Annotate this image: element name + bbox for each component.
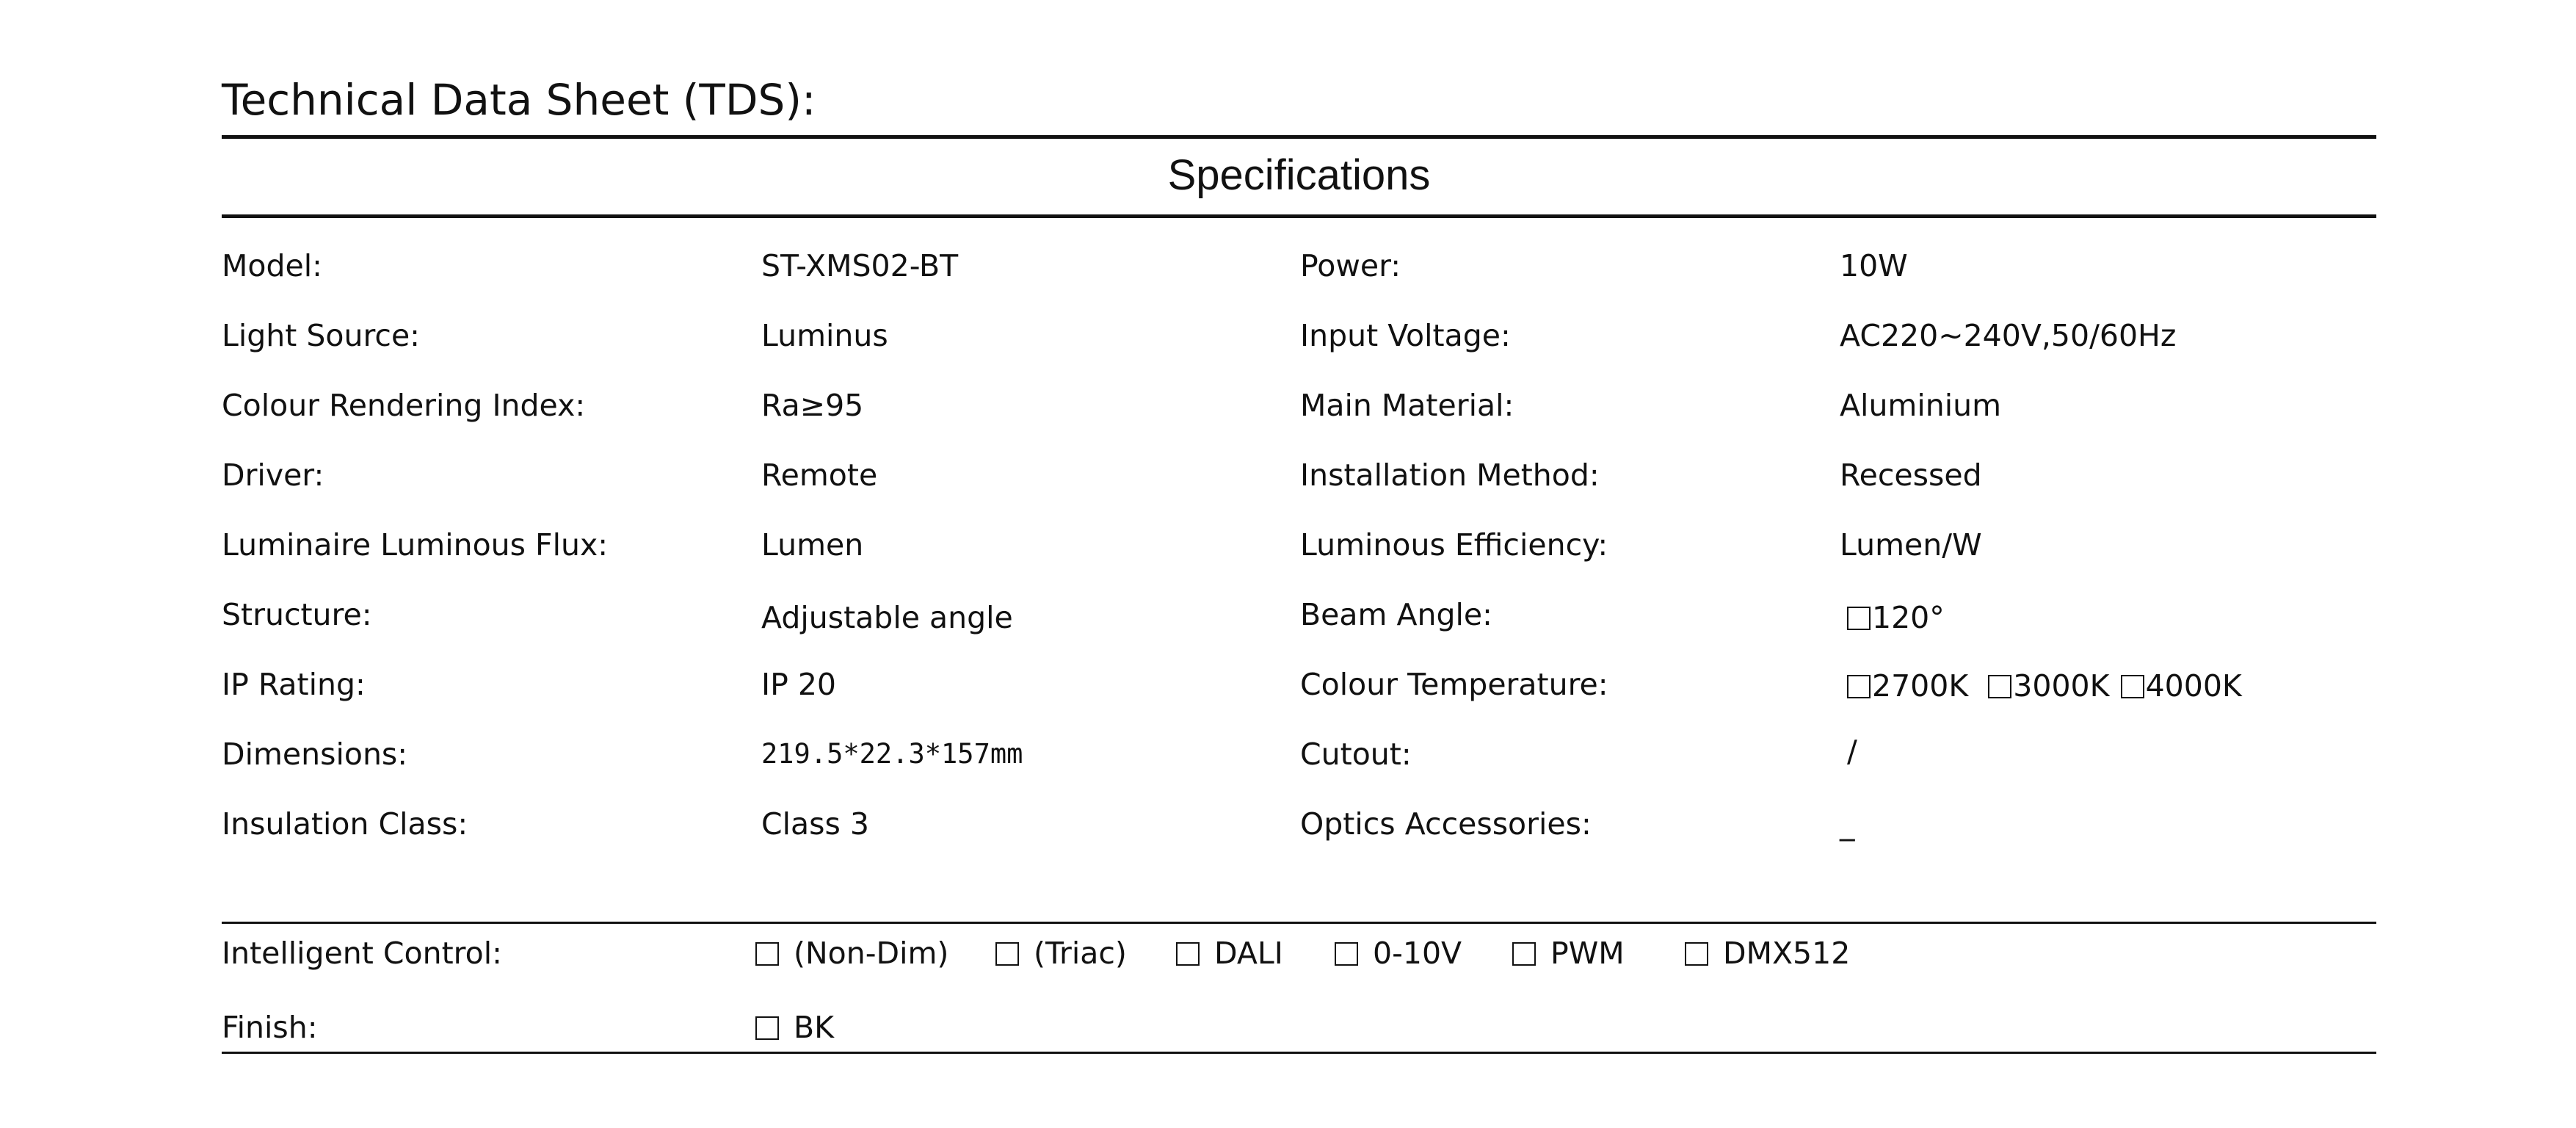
spec-label: Luminaire Luminous Flux: (222, 527, 609, 563)
spec-label: Beam Angle: (1300, 597, 1492, 632)
spec-value: Lumen (761, 527, 864, 563)
control-option-triac: (Triac) (995, 920, 1127, 986)
spec-label: Cutout: (1300, 737, 1412, 772)
title-underline (222, 135, 2376, 139)
checkbox-icon[interactable] (1685, 942, 1708, 966)
spec-label: Insulation Class: (222, 806, 468, 842)
control-option-dali: DALI (1176, 920, 1283, 986)
spec-row (222, 376, 2376, 435)
spec-value: ST-XMS02-BT (761, 248, 959, 283)
spec-row (222, 306, 2376, 365)
spec-label: Colour Temperature: (1300, 667, 1608, 702)
spec-value: Adjustable angle (761, 600, 1013, 635)
control-option-dmx512: DMX512 (1685, 920, 1850, 986)
page-title: Technical Data Sheet (TDS): (222, 75, 816, 125)
spec-label: Model: (222, 248, 322, 283)
beam-angle-option (1847, 588, 1945, 647)
spec-label: Light Source: (222, 318, 420, 353)
spec-row (222, 655, 2376, 714)
spec-value: IP 20 (761, 667, 837, 702)
spec-value: 10W (1840, 248, 1908, 283)
spec-value: AC220~240V,50/60Hz (1840, 318, 2177, 353)
spec-label: Dimensions: (222, 737, 408, 772)
spec-label: Driver: (222, 458, 324, 493)
checkbox-icon[interactable] (1335, 942, 1358, 966)
spec-label: Installation Method: (1300, 458, 1600, 493)
spec-value: Lumen/W (1840, 527, 1982, 563)
spec-label: Optics Accessories: (1300, 806, 1592, 842)
heading-underline (222, 214, 2376, 218)
spec-label: Power: (1300, 248, 1401, 283)
spec-row (222, 516, 2376, 574)
spec-value: Class 3 (761, 806, 869, 842)
spec-row (222, 446, 2376, 505)
finish-label: Finish: (222, 1010, 318, 1045)
spec-value: Ra≥95 (761, 388, 864, 423)
spec-value: Luminus (761, 318, 888, 353)
colour-temperature-option: 3000K (1988, 657, 2109, 715)
checkbox-icon[interactable] (1512, 942, 1536, 966)
control-option-pwm: PWM (1512, 920, 1625, 986)
spec-label: Colour Rendering Index: (222, 388, 586, 423)
spec-row (222, 585, 2376, 644)
checkbox-icon[interactable] (755, 1016, 779, 1040)
specifications-heading: Specifications (1167, 151, 1431, 199)
checkbox-icon[interactable] (1847, 607, 1871, 630)
checkbox-icon[interactable] (1988, 675, 2011, 698)
checkbox-icon[interactable] (1847, 675, 1871, 698)
control-option-non-dim: (Non-Dim) (755, 920, 948, 986)
spec-label: Luminous Efficiency: (1300, 527, 1608, 563)
colour-temperature-option: 4000K (2121, 657, 2242, 715)
intelligent-control-row (222, 920, 2376, 986)
spec-row (222, 236, 2376, 295)
spec-value: _ (1840, 806, 1855, 842)
spec-label: IP Rating: (222, 667, 366, 702)
spec-value: / (1847, 734, 1857, 769)
spec-row (222, 795, 2376, 853)
spec-label: Main Material: (1300, 388, 1514, 423)
control-section-bottom-rule (222, 1052, 2376, 1054)
spec-row (222, 725, 2376, 784)
intelligent-control-label: Intelligent Control: (222, 936, 502, 971)
colour-temperature-option: 2700K (1847, 657, 1968, 715)
finish-option-bk: BK (755, 994, 834, 1060)
spec-value: 219.5*22.3*157mm (761, 738, 1023, 770)
spec-value: Recessed (1840, 458, 1982, 493)
spec-value: Aluminium (1840, 388, 2002, 423)
spec-label: Input Voltage: (1300, 318, 1511, 353)
checkbox-icon[interactable] (2121, 675, 2144, 698)
checkbox-icon[interactable] (755, 942, 779, 966)
finish-row (222, 994, 2376, 1060)
checkbox-icon[interactable] (1176, 942, 1200, 966)
spec-label: Structure: (222, 597, 372, 632)
beam-angle-value: 120° (1872, 600, 1945, 635)
checkbox-icon[interactable] (995, 942, 1019, 966)
data-sheet-page (222, 0, 2376, 1128)
control-option-0-10v: 0-10V (1335, 920, 1462, 986)
spec-value: Remote (761, 458, 878, 493)
colour-temperature-options (1847, 657, 2242, 715)
